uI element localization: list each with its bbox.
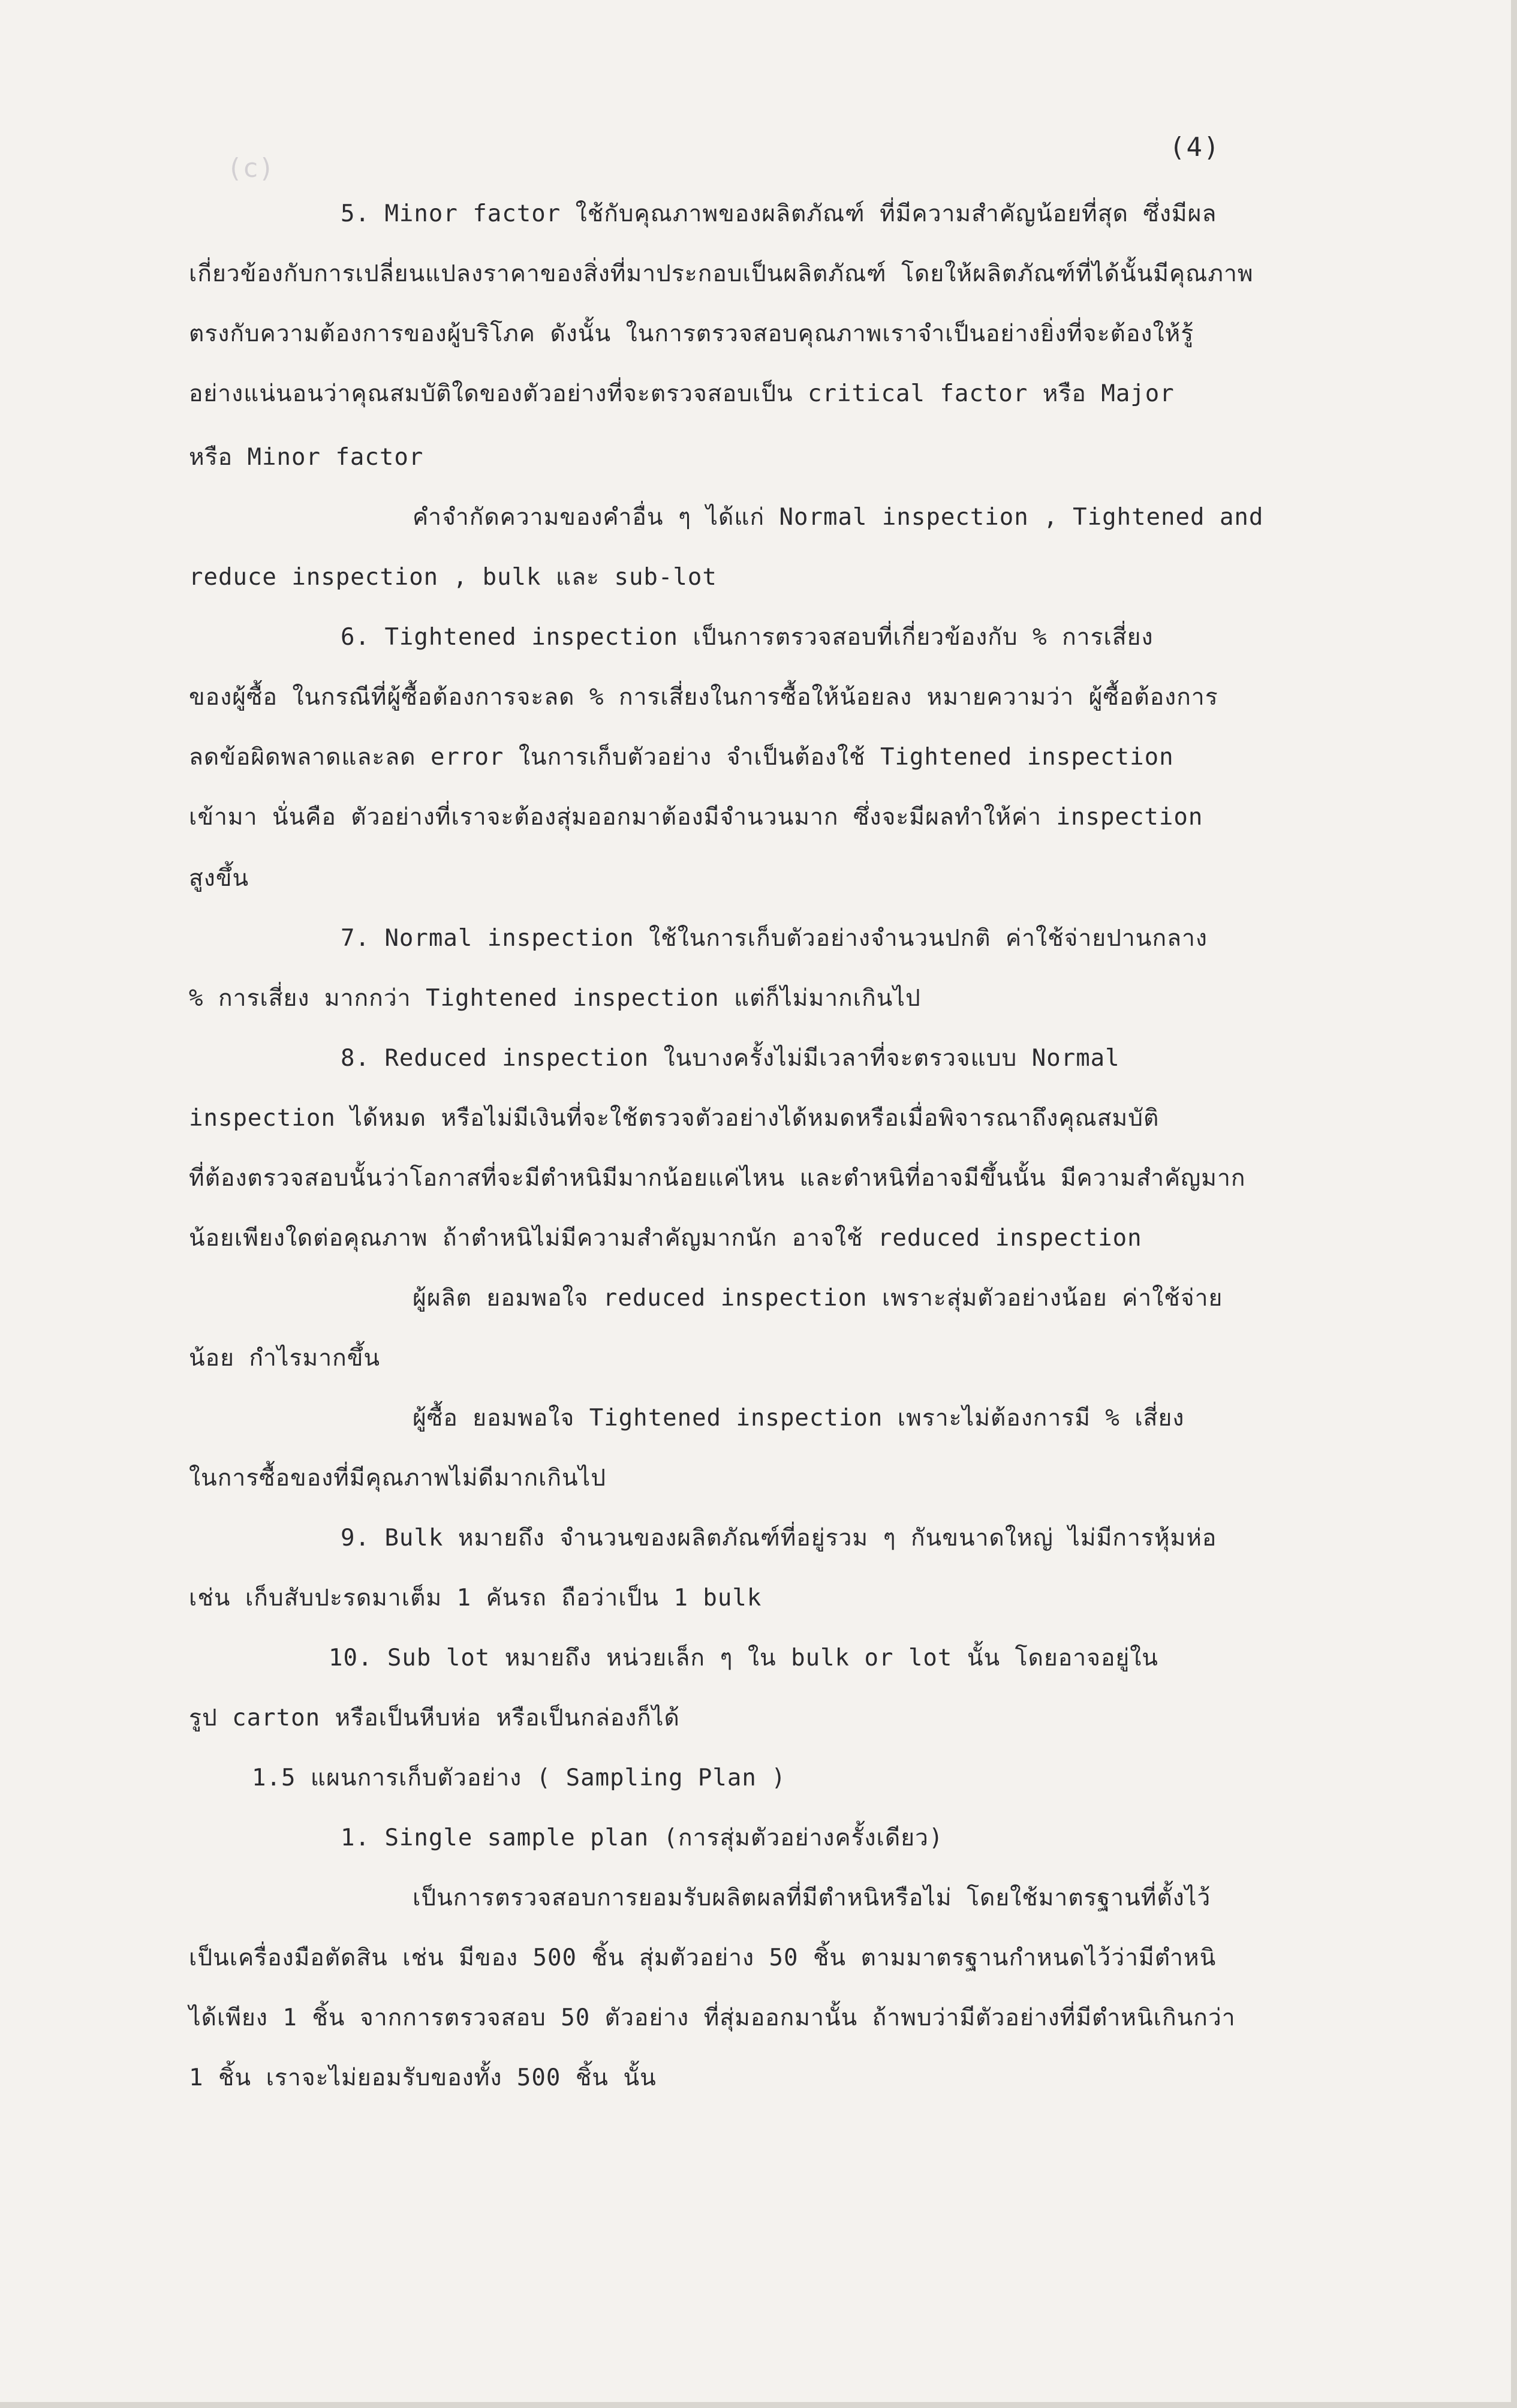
single-sample-plan-heading: 1. Single sample plan (การสุ่มตัวอย่างครั้งเดียว) — [341, 1824, 944, 1851]
para-6-line-5: สูงขึ้น — [189, 865, 249, 892]
page-number: (4) — [1169, 132, 1221, 163]
para-6-line-3: ลดข้อผิดพลาดและลด error ในการเก็บตัวอย่าง จำเป็นต้องใช้ Tightened inspection — [189, 744, 1174, 771]
para-8-line-2: inspection ได้หมด หรือไม่มีเงินที่จะใช้ตรวจตัวอย่างได้หมดหรือเมื่อพิจารณาถึงคุณสมบัติ — [189, 1105, 1160, 1132]
para-8-line-4: น้อยเพียงใดต่อคุณภาพ ถ้าตำหนิไม่มีความสำคัญมากนัก อาจใช้ reduced inspection — [189, 1225, 1142, 1252]
producer-view-line-1: ผู้ผลิต ยอมพอใจ reduced inspection เพราะสุ่มตัวอย่างน้อย ค่าใช้จ่าย — [413, 1285, 1223, 1312]
para-5-line-5: หรือ Minor factor — [189, 444, 424, 471]
buyer-view-line-2: ในการซื้อของที่มีคุณภาพไม่ดีมากเกินไป — [189, 1465, 607, 1492]
para-8-line-3: ที่ต้องตรวจสอบนั้นว่าโอกาสที่จะมีตำหนิมีมากน้อยแค่ไหน และตำหนิที่อาจมีขึ้นนั้น มีความสำคัญมาก — [189, 1165, 1246, 1192]
page-edge-bottom — [0, 2402, 1517, 2408]
para-5-line-2: เกี่ยวข้องกับการเปลี่ยนแปลงราคาของสิ่งที่มาประกอบเป็นผลิตภัณฑ์ โดยให้ผลิตภัณฑ์ที่ได้นั้นมีคุณภาพ — [189, 260, 1254, 287]
para-10-sub-lot-line-1: 10. Sub lot หมายถึง หน่วยเล็ก ๆ ใน bulk or lot นั้น โดยอาจอยู่ใน — [329, 1645, 1158, 1672]
bleed-through-mark: (c) — [227, 153, 275, 184]
page-edge-right — [1511, 0, 1517, 2408]
para-5-line-4: อย่างแน่นอนว่าคุณสมบัติใดของตัวอย่างที่จะตรวจสอบเป็น critical factor หรือ Major — [189, 380, 1175, 407]
single-sample-plan-line-1: เป็นการตรวจสอบการยอมรับผลิตผลที่มีตำหนิหรือไม่ โดยใช้มาตรฐานที่ตั้งไว้ — [413, 1884, 1211, 1911]
single-sample-plan-line-2: เป็นเครื่องมือตัดสิน เช่น มีของ 500 ชิ้น สุ่มตัวอย่าง 50 ชิ้น ตามมาตรฐานกำหนดไว้ว่ามีตำหนิ — [189, 1944, 1217, 1971]
producer-view-line-2: น้อย กำไรมากขึ้น — [189, 1345, 381, 1372]
para-10-line-2: รูป carton หรือเป็นหีบห่อ หรือเป็นกล่องก็ได้ — [189, 1704, 680, 1731]
buyer-view-line-1: ผู้ซื้อ ยอมพอใจ Tightened inspection เพราะไม่ต้องการมี % เสี่ยง — [413, 1405, 1185, 1432]
para-5-minor-factor-line-1: 5. Minor factor ใช้กับคุณภาพของผลิตภัณฑ์ ที่มีความสำคัญน้อยที่สุด ซึ่งมีผล — [341, 200, 1217, 227]
para-9-bulk-line-1: 9. Bulk หมายถึง จำนวนของผลิตภัณฑ์ที่อยู่รวม ๆ กันขนาดใหญ่ ไม่มีการหุ้มห่อ — [341, 1525, 1217, 1552]
para-5-line-3: ตรงกับความต้องการของผู้บริโภค ดังนั้น ในการตรวจสอบคุณภาพเราจำเป็นอย่างยิ่งที่จะต้องให้รู้ — [189, 320, 1194, 347]
para-6-line-2: ของผู้ซื้อ ในกรณีที่ผู้ซื้อต้องการจะลด % การเสี่ยงในการซื้อให้น้อยลง หมายความว่า ผู้ซื้อต้องการ — [189, 684, 1218, 711]
section-1-5-heading: 1.5 แผนการเก็บตัวอย่าง ( Sampling Plan ) — [252, 1764, 786, 1791]
definitions-intro-line-2: reduce inspection , bulk และ sub-lot — [189, 564, 717, 591]
para-6-tightened-line-1: 6. Tightened inspection เป็นการตรวจสอบที่เกี่ยวข้องกับ % การเสี่ยง — [341, 624, 1154, 651]
single-sample-plan-line-4: 1 ชิ้น เราจะไม่ยอมรับของทั้ง 500 ชิ้น นั้น — [189, 2064, 657, 2091]
single-sample-plan-line-3: ได้เพียง 1 ชิ้น จากการตรวจสอบ 50 ตัวอย่าง ที่สุ่มออกมานั้น ถ้าพบว่ามีตัวอย่างที่มีตำหนิเกินกว่า — [189, 2004, 1236, 2031]
para-9-line-2: เช่น เก็บสับปะรดมาเต็ม 1 คันรถ ถือว่าเป็น 1 bulk — [189, 1585, 762, 1612]
para-8-reduced-line-1: 8. Reduced inspection ในบางครั้งไม่มีเวลาที่จะตรวจแบบ Normal — [341, 1045, 1120, 1072]
definitions-intro-line-1: คำจำกัดความของคำอื่น ๆ ได้แก่ Normal inspection , Tightened and — [413, 504, 1264, 531]
para-7-normal-line-1: 7. Normal inspection ใช้ในการเก็บตัวอย่างจำนวนปกติ ค่าใช้จ่ายปานกลาง — [341, 925, 1208, 952]
para-6-line-4: เข้ามา นั่นคือ ตัวอย่างที่เราจะต้องสุ่มออกมาต้องมีจำนวนมาก ซึ่งจะมีผลทำให้ค่า inspection — [189, 804, 1203, 831]
para-7-line-2: % การเสี่ยง มากกว่า Tightened inspection แต่ก็ไม่มากเกินไป — [189, 985, 921, 1012]
